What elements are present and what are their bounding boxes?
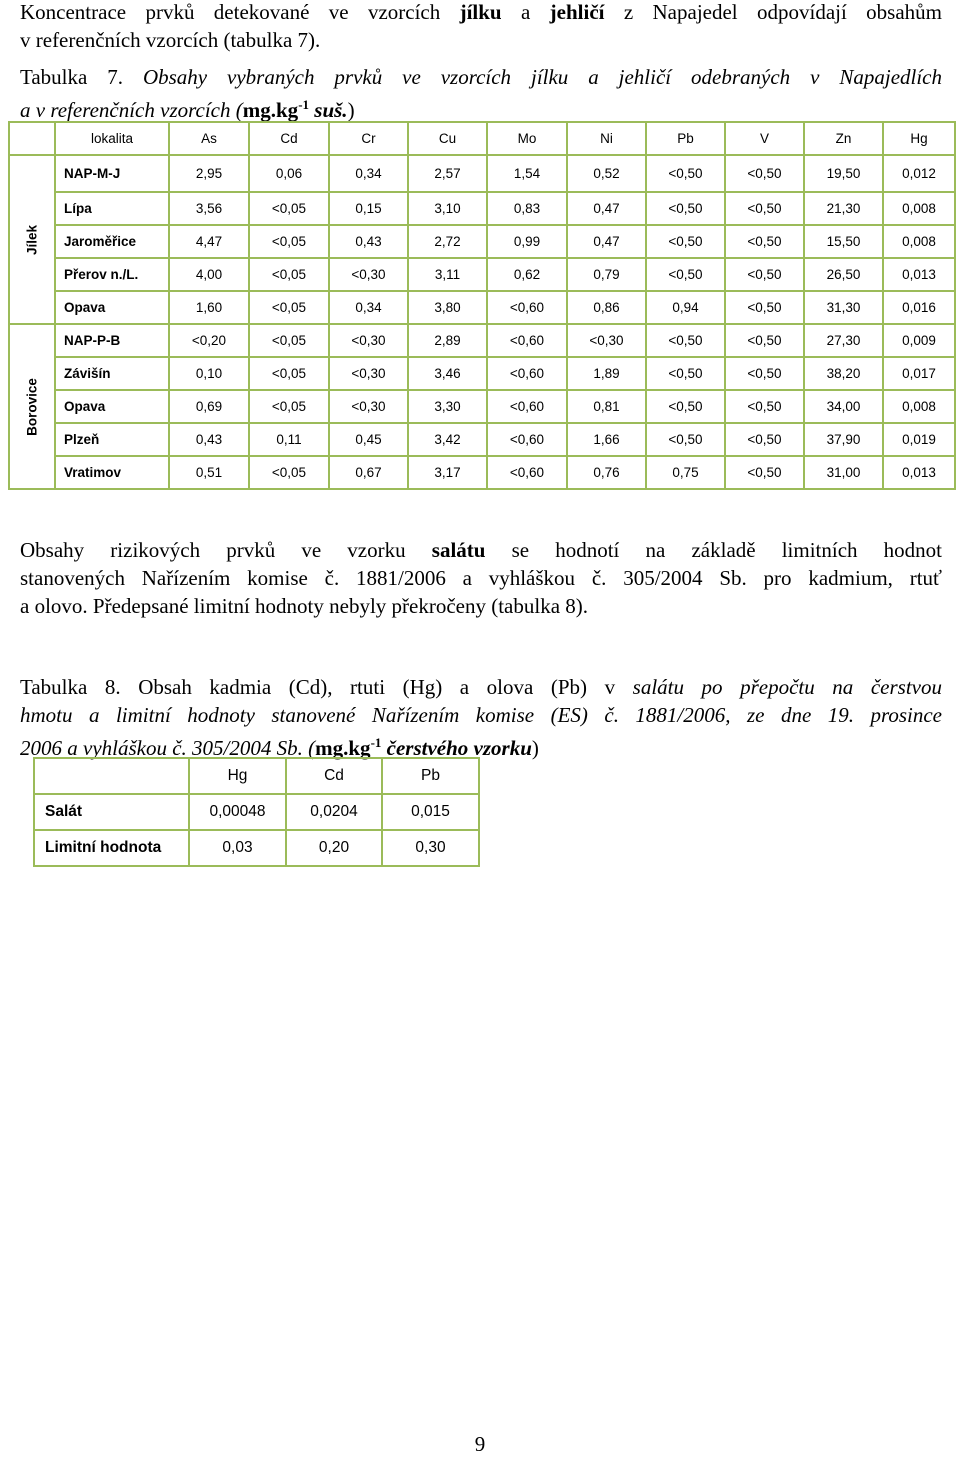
header-cd: Cd (286, 758, 382, 794)
table7-caption: Tabulka 7. Obsahy vybraných prvků ve vzorcích jílku a jehličí odebraných v Napajedlích a v referenčních vzorcích ($mg.kg^{-1}$ suš.) (20, 65, 942, 122)
header-zn: Zn (804, 122, 883, 155)
header-cr: Cr (329, 122, 408, 155)
table-row: Borovice NAP-P-B <0,20 <0,05 <0,30 2,89 <0,60 <0,30 <0,50 <0,50 27,30 0,009 (9, 324, 955, 357)
table-row: Plzeň 0,43 0,11 0,45 3,42 <0,60 1,66 <0,50 <0,50 37,90 0,019 (9, 423, 955, 456)
header-ni: Ni (567, 122, 646, 155)
table8-header-row (34, 758, 479, 794)
header-cd: Cd (249, 122, 329, 155)
table-row: Lípa 3,56 <0,05 0,15 3,10 0,83 0,47 <0,50 <0,50 21,30 0,008 (9, 192, 955, 225)
header-lokalita: lokalita (55, 122, 169, 155)
table-row: Limitní hodnota 0,03 0,20 0,30 (34, 830, 479, 866)
table-row: Závišín 0,10 <0,05 <0,30 3,46 <0,60 1,89 <0,50 <0,50 38,20 0,017 (9, 357, 955, 390)
table-row: Opava 0,69 <0,05 <0,30 3,30 <0,60 0,81 <0,50 <0,50 34,00 0,008 (9, 390, 955, 423)
group-label-borovice: Borovice (9, 324, 55, 489)
table-row: Salát 0,00048 0,0204 0,015 (34, 794, 479, 830)
table-row: Vratimov 0,51 <0,05 0,67 3,17 <0,60 0,76 0,75 <0,50 31,00 0,013 (9, 456, 955, 489)
table-row: Opava 1,60 <0,05 0,34 3,80 <0,60 0,86 0,94 <0,50 31,30 0,016 (9, 291, 955, 324)
header-mo: Mo (487, 122, 567, 155)
header-hg: Hg (189, 758, 286, 794)
header-hg: Hg (883, 122, 955, 155)
header-pb: Pb (382, 758, 479, 794)
intro-paragraph (20, 0, 942, 54)
table7-header-row (9, 122, 955, 155)
table-row: Přerov n./L. 4,00 <0,05 <0,30 3,11 0,62 0,79 <0,50 <0,50 26,50 0,013 (9, 258, 955, 291)
table-row: Jaroměřice 4,47 <0,05 0,43 2,72 0,99 0,47 <0,50 <0,50 15,50 0,008 (9, 225, 955, 258)
table8 (33, 757, 480, 867)
page-number: 9 (474, 1432, 486, 1456)
table8-caption: Tabulka 8. Obsah kadmia (Cd), rtuti (Hg) a olova (Pb) v salátu po přepočtu na čerstvou hmotu a limitní hodnoty stanovené Nařízením komise (ES) č. 1881/2006, ze dne 19. prosince 2006 a vyhláškou č. 305/2004 Sb. ($mg.kg^{-1}$ čerstvého vzorku) (20, 675, 942, 760)
intro-line-1: Koncentrace prvků detekované ve vzorcích jílku a jehličí z Napajedel odpovídají obsahům (20, 0, 942, 24)
table7 (8, 121, 956, 490)
table7-corner (9, 122, 55, 155)
table8-corner (34, 758, 189, 794)
salad-paragraph: Obsahy rizikových prvků ve vzorku salátu se hodnotí na základě limitních hodnot stanovených Nařízením komise č. 1881/2006 a vyhláškou č. 305/2004 Sb. pro kadmium, rtuť a olovo. Předepsané limitní hodnoty nebyly překročeny (tabulka 8). (20, 538, 943, 618)
group-label-jilek: Jílek (9, 155, 55, 324)
header-as: As (169, 122, 249, 155)
header-cu: Cu (408, 122, 487, 155)
table-row: Jílek NAP-M-J 2,95 0,06 0,34 2,57 1,54 0,52 <0,50 <0,50 19,50 0,012 (9, 155, 955, 192)
header-v: V (725, 122, 804, 155)
intro-line-2: v referenčních vzorcích (tabulka 7). (20, 28, 321, 52)
header-pb: Pb (646, 122, 725, 155)
